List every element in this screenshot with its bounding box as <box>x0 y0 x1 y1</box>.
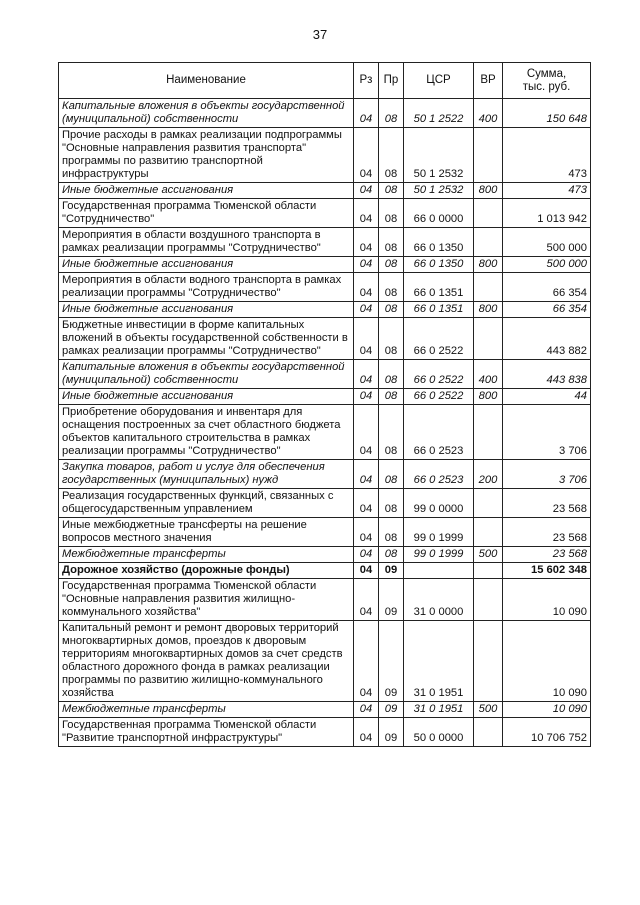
cell-name: Иные бюджетные ассигнования <box>59 302 354 318</box>
cell-rz: 04 <box>354 702 379 718</box>
cell-pr: 08 <box>379 273 404 302</box>
cell-csr: 66 0 1350 <box>404 228 474 257</box>
budget-table <box>58 62 591 747</box>
cell-sum: 3 706 <box>503 460 591 489</box>
table-row <box>59 460 591 489</box>
cell-sum: 66 354 <box>503 273 591 302</box>
cell-vr <box>474 563 503 579</box>
cell-vr <box>474 199 503 228</box>
header-sum-line1: Сумма, <box>526 67 567 80</box>
cell-vr <box>474 128 503 183</box>
cell-sum: 500 000 <box>503 257 591 273</box>
cell-vr: 400 <box>474 99 503 128</box>
cell-sum: 23 568 <box>503 518 591 547</box>
header-sum <box>503 63 591 99</box>
cell-pr: 08 <box>379 405 404 460</box>
cell-rz: 04 <box>354 199 379 228</box>
cell-sum: 443 882 <box>503 318 591 360</box>
cell-vr: 500 <box>474 702 503 718</box>
table-row <box>59 318 591 360</box>
cell-sum: 473 <box>503 183 591 199</box>
cell-vr <box>474 318 503 360</box>
header-csr: ЦСР <box>404 63 474 99</box>
table-row <box>59 199 591 228</box>
table-row <box>59 128 591 183</box>
table-row <box>59 389 591 405</box>
cell-vr <box>474 621 503 702</box>
cell-name: Межбюджетные трансферты <box>59 702 354 718</box>
cell-rz: 04 <box>354 128 379 183</box>
cell-name: Дорожное хозяйство (дорожные фонды) <box>59 563 354 579</box>
cell-sum: 10 090 <box>503 702 591 718</box>
cell-sum: 150 648 <box>503 99 591 128</box>
table-row <box>59 702 591 718</box>
cell-pr: 09 <box>379 563 404 579</box>
cell-name: Государственная программа Тюменской области "Основные направления развития жилищно-коммунального хозяйства" <box>59 579 354 621</box>
cell-vr <box>474 489 503 518</box>
cell-rz: 04 <box>354 228 379 257</box>
header-vr: ВР <box>474 63 503 99</box>
cell-pr: 09 <box>379 718 404 747</box>
cell-sum: 3 706 <box>503 405 591 460</box>
cell-rz: 04 <box>354 579 379 621</box>
cell-sum: 10 090 <box>503 621 591 702</box>
cell-pr: 09 <box>379 702 404 718</box>
cell-csr: 31 0 1951 <box>404 621 474 702</box>
cell-vr <box>474 405 503 460</box>
table-row <box>59 257 591 273</box>
cell-pr: 08 <box>379 183 404 199</box>
cell-name: Иные межбюджетные трансферты на решение вопросов местного значения <box>59 518 354 547</box>
cell-csr: 66 0 0000 <box>404 199 474 228</box>
cell-csr: 66 0 1351 <box>404 302 474 318</box>
cell-name: Мероприятия в области водного транспорта в рамках реализации программы "Сотрудничество" <box>59 273 354 302</box>
cell-pr: 08 <box>379 257 404 273</box>
table-row <box>59 228 591 257</box>
table-row <box>59 302 591 318</box>
cell-name: Иные бюджетные ассигнования <box>59 257 354 273</box>
cell-rz: 04 <box>354 257 379 273</box>
table-row <box>59 405 591 460</box>
cell-csr: 99 0 1999 <box>404 518 474 547</box>
cell-rz: 04 <box>354 318 379 360</box>
cell-sum: 443 838 <box>503 360 591 389</box>
cell-rz: 04 <box>354 389 379 405</box>
cell-rz: 04 <box>354 273 379 302</box>
cell-vr: 200 <box>474 460 503 489</box>
cell-csr: 50 1 2532 <box>404 183 474 199</box>
table-row <box>59 547 591 563</box>
cell-vr: 800 <box>474 183 503 199</box>
cell-vr <box>474 718 503 747</box>
cell-sum: 10 090 <box>503 579 591 621</box>
cell-pr: 08 <box>379 518 404 547</box>
cell-sum: 66 354 <box>503 302 591 318</box>
cell-name: Государственная программа Тюменской области "Развитие транспортной инфраструктуры" <box>59 718 354 747</box>
cell-rz: 04 <box>354 518 379 547</box>
cell-csr: 99 0 1999 <box>404 547 474 563</box>
cell-name: Капитальные вложения в объекты государственной (муниципальной) собственности <box>59 360 354 389</box>
cell-vr: 800 <box>474 389 503 405</box>
cell-pr: 08 <box>379 389 404 405</box>
cell-sum: 15 602 348 <box>503 563 591 579</box>
cell-name: Реализация государственных функций, связанных с общегосударственным управлением <box>59 489 354 518</box>
cell-name: Государственная программа Тюменской области "Сотрудничество" <box>59 199 354 228</box>
cell-vr: 500 <box>474 547 503 563</box>
cell-csr: 31 0 0000 <box>404 579 474 621</box>
cell-rz: 04 <box>354 547 379 563</box>
page-number: 37 <box>312 27 328 42</box>
cell-csr: 31 0 1951 <box>404 702 474 718</box>
cell-pr: 09 <box>379 579 404 621</box>
cell-name: Иные бюджетные ассигнования <box>59 389 354 405</box>
cell-pr: 08 <box>379 199 404 228</box>
cell-csr: 66 0 2523 <box>404 460 474 489</box>
header-rz: Рз <box>354 63 379 99</box>
table-row <box>59 718 591 747</box>
table-row <box>59 183 591 199</box>
cell-name: Приобретение оборудования и инвентаря для оснащения построенных за счет областного бюджета объектов капитального строительства в рамках реализации программы "Сотрудничество" <box>59 405 354 460</box>
cell-pr: 08 <box>379 547 404 563</box>
cell-name: Межбюджетные трансферты <box>59 547 354 563</box>
table-row <box>59 99 591 128</box>
cell-csr: 50 1 2522 <box>404 99 474 128</box>
cell-name: Иные бюджетные ассигнования <box>59 183 354 199</box>
cell-sum: 10 706 752 <box>503 718 591 747</box>
cell-pr: 08 <box>379 128 404 183</box>
cell-sum: 500 000 <box>503 228 591 257</box>
cell-rz: 04 <box>354 405 379 460</box>
cell-pr: 09 <box>379 621 404 702</box>
cell-csr: 50 0 0000 <box>404 718 474 747</box>
cell-csr: 66 0 1351 <box>404 273 474 302</box>
cell-vr <box>474 273 503 302</box>
cell-name: Капитальные вложения в объекты государственной (муниципальной) собственности <box>59 99 354 128</box>
cell-pr: 08 <box>379 302 404 318</box>
table-row <box>59 621 591 702</box>
cell-csr: 99 0 0000 <box>404 489 474 518</box>
cell-vr <box>474 228 503 257</box>
table-row <box>59 273 591 302</box>
cell-pr: 08 <box>379 360 404 389</box>
cell-csr <box>404 563 474 579</box>
cell-rz: 04 <box>354 718 379 747</box>
cell-name: Бюджетные инвестиции в форме капитальных вложений в объекты государственной собственности в рамках реализации программы "Сотрудничество" <box>59 318 354 360</box>
cell-rz: 04 <box>354 183 379 199</box>
cell-sum: 44 <box>503 389 591 405</box>
table-row <box>59 489 591 518</box>
cell-csr: 66 0 1350 <box>404 257 474 273</box>
cell-rz: 04 <box>354 360 379 389</box>
cell-csr: 66 0 2522 <box>404 360 474 389</box>
table-row <box>59 360 591 389</box>
cell-rz: 04 <box>354 621 379 702</box>
header-sum-line2: тыс. руб. <box>522 80 571 93</box>
cell-vr: 800 <box>474 302 503 318</box>
table-row <box>59 563 591 579</box>
cell-vr <box>474 518 503 547</box>
cell-pr: 08 <box>379 318 404 360</box>
table-row <box>59 518 591 547</box>
cell-name: Капитальный ремонт и ремонт дворовых территорий многоквартирных домов, проездов к дворовым территориям многоквартирных домов за счет средств областного дорожного фонда в рамках реализации программы по развитию жилищно-коммунального хозяйства <box>59 621 354 702</box>
cell-name: Закупка товаров, работ и услуг для обеспечения государственных (муниципальных) нужд <box>59 460 354 489</box>
cell-pr: 08 <box>379 460 404 489</box>
cell-csr: 66 0 2522 <box>404 389 474 405</box>
cell-sum: 1 013 942 <box>503 199 591 228</box>
table-header-row <box>59 63 591 99</box>
table-row <box>59 579 591 621</box>
cell-sum: 473 <box>503 128 591 183</box>
cell-vr <box>474 579 503 621</box>
table-body <box>59 99 591 747</box>
cell-name: Мероприятия в области воздушного транспорта в рамках реализации программы "Сотрудничество" <box>59 228 354 257</box>
cell-pr: 08 <box>379 99 404 128</box>
cell-rz: 04 <box>354 489 379 518</box>
cell-name: Прочие расходы в рамках реализации подпрограммы "Основные направления развития транспорта" программы по развитию транспортной инфраструктуры <box>59 128 354 183</box>
cell-sum: 23 568 <box>503 489 591 518</box>
cell-pr: 08 <box>379 489 404 518</box>
cell-sum: 23 568 <box>503 547 591 563</box>
cell-vr: 800 <box>474 257 503 273</box>
cell-rz: 04 <box>354 99 379 128</box>
header-name: Наименование <box>59 63 354 99</box>
header-pr: Пр <box>379 63 404 99</box>
cell-csr: 50 1 2532 <box>404 128 474 183</box>
cell-rz: 04 <box>354 563 379 579</box>
cell-rz: 04 <box>354 460 379 489</box>
cell-vr: 400 <box>474 360 503 389</box>
cell-rz: 04 <box>354 302 379 318</box>
cell-csr: 66 0 2523 <box>404 405 474 460</box>
cell-pr: 08 <box>379 228 404 257</box>
cell-csr: 66 0 2522 <box>404 318 474 360</box>
